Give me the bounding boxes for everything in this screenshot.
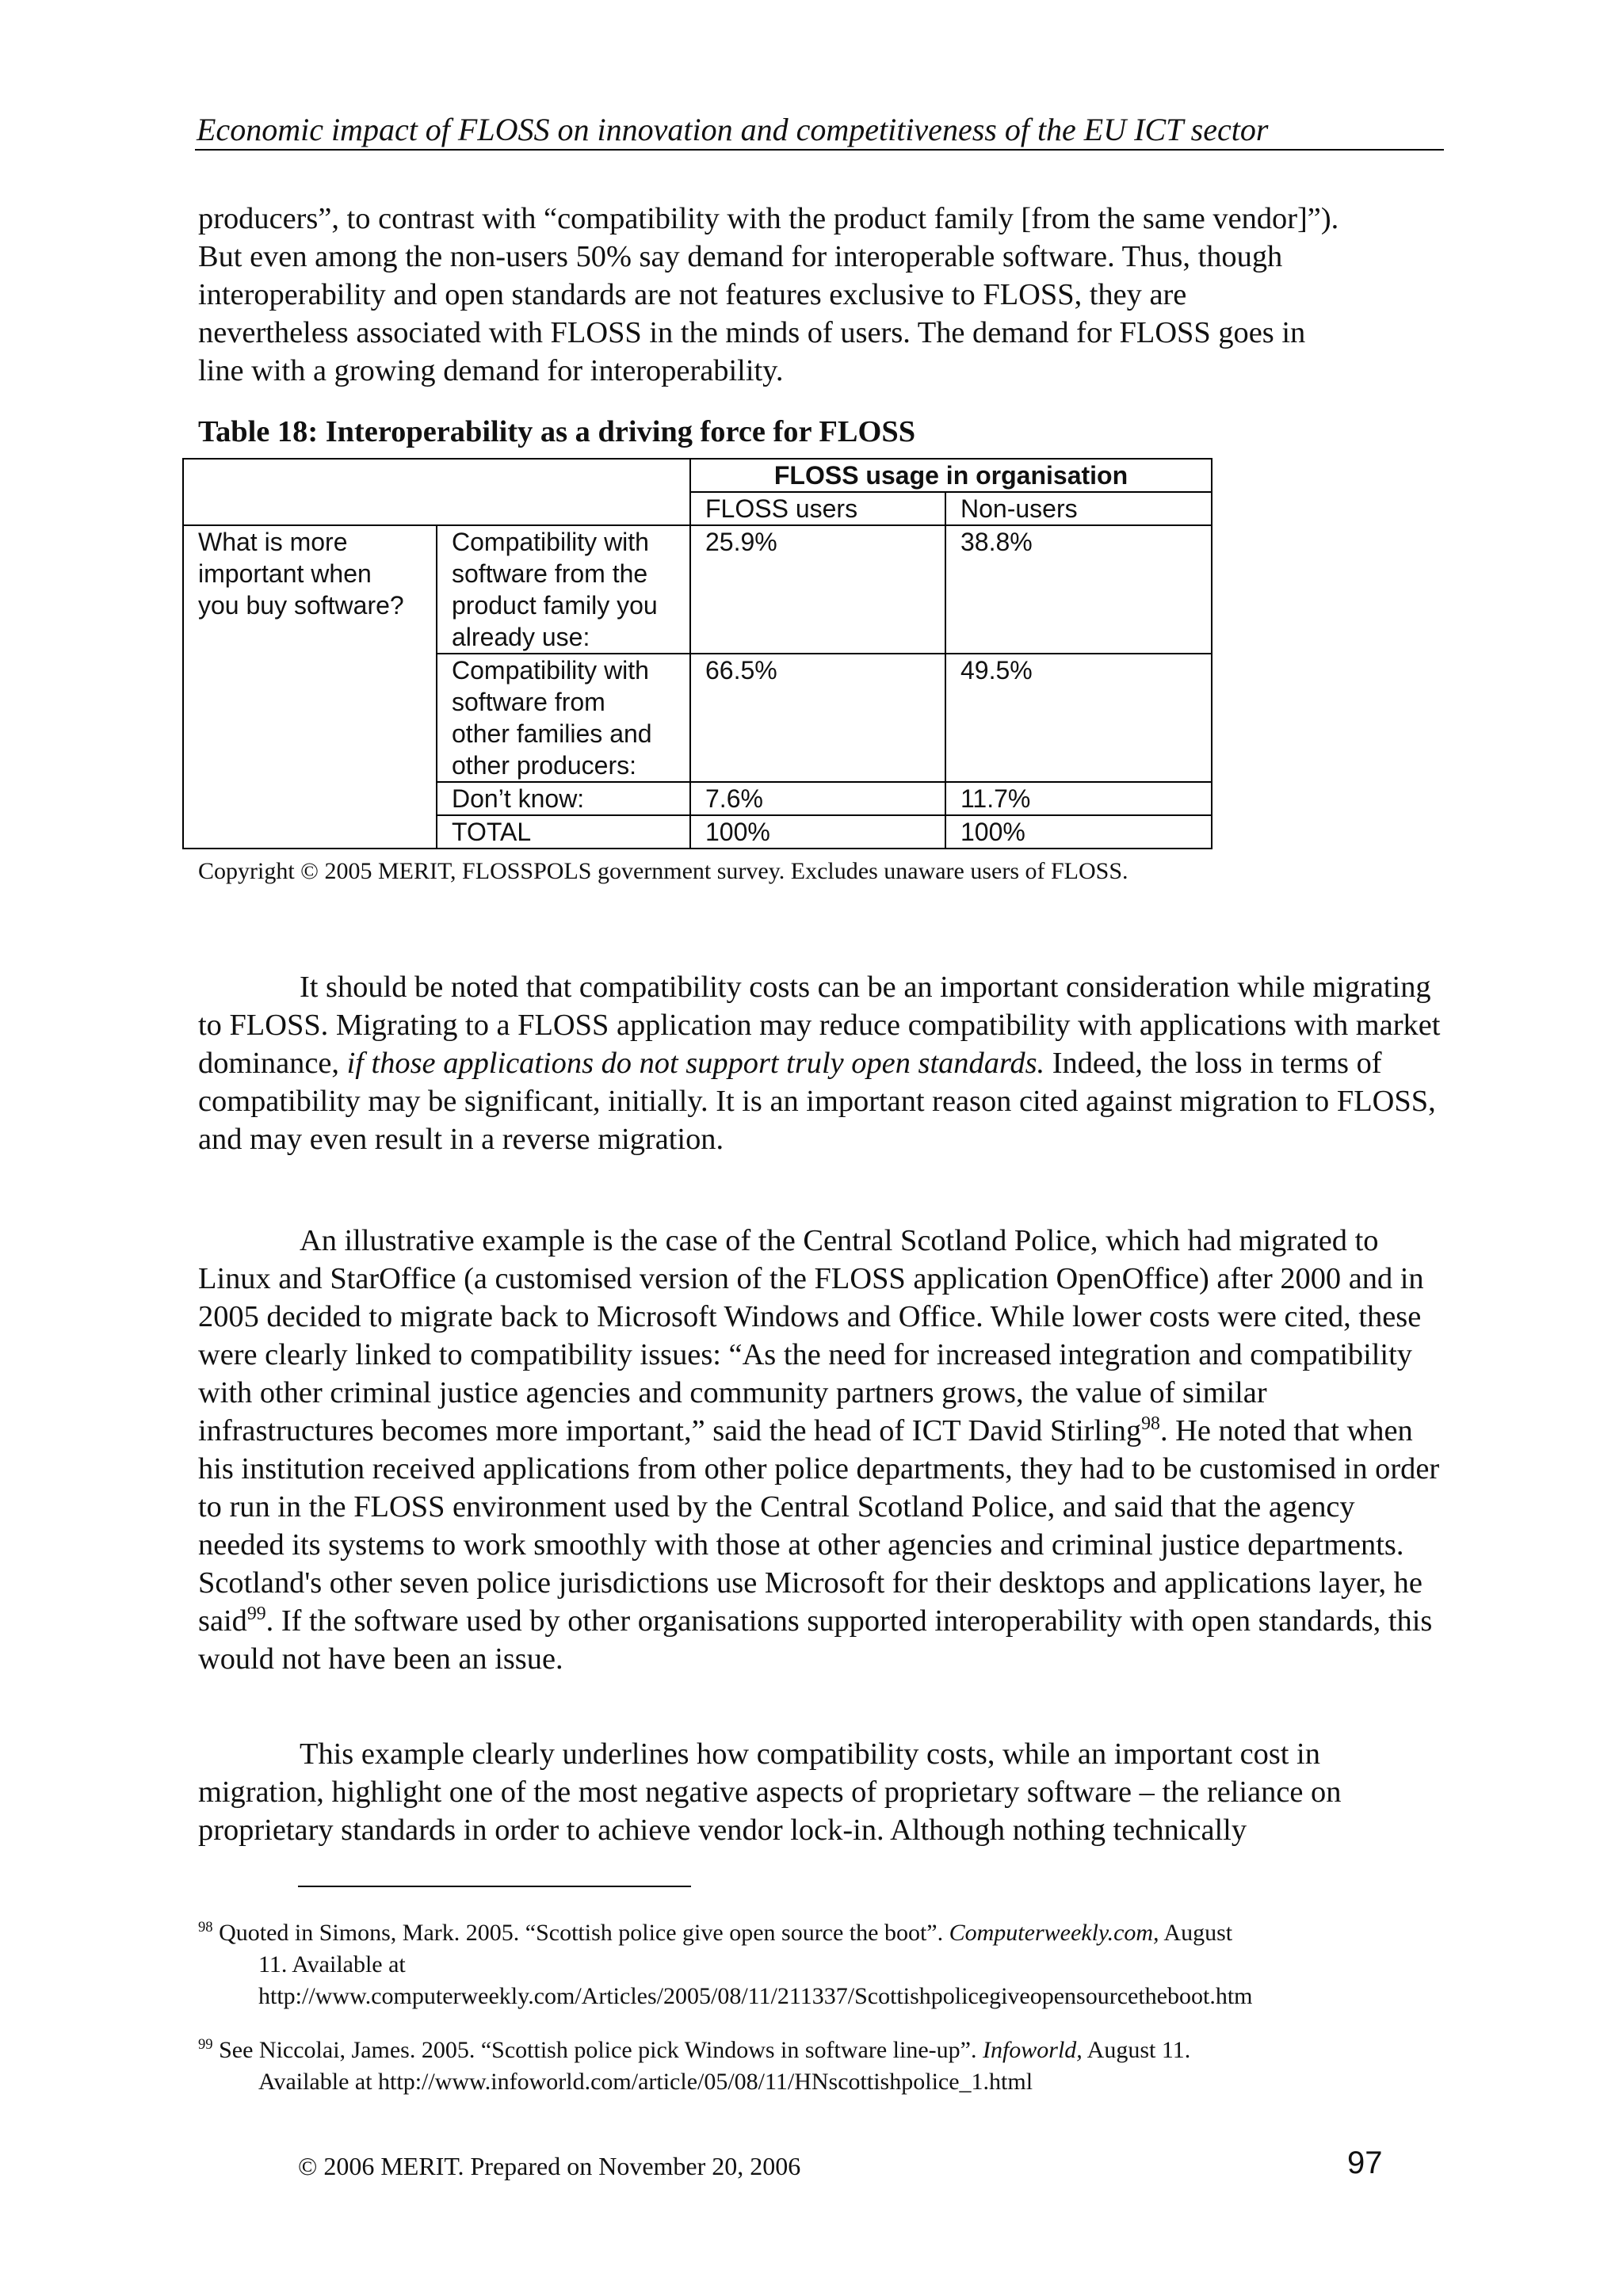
footnote-99 (198, 2035, 1450, 2098)
row-group-label-cell (183, 525, 437, 782)
footer-copyright: © 2006 MERIT. Prepared on November 20, 2006 (298, 2152, 801, 2180)
group-header-cell: FLOSS usage in organisation (690, 459, 1212, 492)
empty-group-cell (183, 782, 437, 815)
italic-run: Infoworld, (982, 2037, 1083, 2063)
italic-run: if those applications do not support truly open standards. (346, 1047, 1045, 1080)
intro-paragraph (198, 200, 1445, 390)
row-label-line: other producers: (452, 751, 637, 780)
row-label-line: already use: (452, 623, 590, 651)
non-users-value: 100% (945, 815, 1212, 849)
col-header-floss-users: FLOSS users (690, 492, 945, 525)
body-paragraph-1 (198, 968, 1445, 1158)
text-run: August 11. (1082, 2037, 1191, 2063)
table-header-row (183, 459, 1212, 492)
floss-users-value: 100% (690, 815, 945, 849)
body-paragraph-3: This example clearly underlines how compatibility costs, while an important cost in migration, highlight one of the most negative aspects of proprietary software – the reliance on proprietary standards in order to achieve vendor lock-in. Although nothing technically (198, 1737, 1342, 1847)
table-row (183, 815, 1212, 849)
row-label-line: other families and (452, 719, 652, 748)
row-label-line: product family you (452, 591, 658, 620)
running-header: Economic impact of FLOSS on innovation and competitiveness of the EU ICT sector (197, 112, 1269, 147)
italic-run: Computerweekly.com, (949, 1920, 1159, 1946)
row-group-label-line: What is more (198, 528, 348, 556)
non-users-value: 49.5% (945, 654, 1212, 782)
footnote-line (198, 1917, 1450, 1949)
footnote-ref-98[interactable]: 98 (1141, 1413, 1160, 1435)
empty-group-cell (183, 815, 437, 849)
footnote-98 (198, 1917, 1450, 2012)
row-label-line: Compatibility with (452, 528, 649, 556)
row-label-cell (437, 525, 690, 654)
footnote-number: 98 (198, 1919, 213, 1936)
footnote-ref-99[interactable]: 99 (246, 1604, 266, 1625)
intro-line: producers”, to contrast with “compatibility with the product family [from the same vendor]”). (198, 202, 1339, 235)
text-run: Quoted in Simons, Mark. 2005. “Scottish police give open source the boot”. (212, 1920, 949, 1946)
row-label-cell (437, 654, 690, 782)
text-run: Indeed, the loss in terms of compatibility may be significant, initially. It is an important reason cited against migration to FLOSS, and may even result in a reverse migration. (198, 1047, 1436, 1156)
table-row (183, 782, 1212, 815)
non-users-value: 38.8% (945, 525, 1212, 654)
row-label-line: software from the (452, 559, 648, 588)
body-paragraph-2 (198, 1222, 1445, 1678)
floss-users-value: 7.6% (690, 782, 945, 815)
intro-line: interoperability and open standards are not features exclusive to FLOSS, they are (198, 278, 1187, 311)
text-run: It should be noted that compatibility costs can be an important consideration while migrating to FLOSS. Migrating to a FLOSS application may reduce compatibility with applications with market dominance, (198, 971, 1441, 1080)
intro-line: line with a growing demand for interoperability. (198, 354, 784, 387)
page-number: 97 (1347, 2145, 1383, 2180)
text-run: . If the software used by other organisations supported interoperability with open standards, this would not have been an issue. (198, 1604, 1433, 1676)
row-label-line: Compatibility with (452, 656, 649, 685)
row-label-cell: TOTAL (437, 815, 690, 849)
interoperability-table (182, 458, 1212, 849)
row-label-cell: Don’t know: (437, 782, 690, 815)
table-source-note: Copyright © 2005 MERIT, FLOSSPOLS government survey. Excludes unaware users of FLOSS. (198, 858, 1128, 884)
non-users-value: 11.7% (945, 782, 1212, 815)
footnote-line (198, 2035, 1450, 2066)
text-run: An illustrative example is the case of the Central Scotland Police, which had migrated to Linux and StarOffice (a customised version of the FLOSS application OpenOffice) after 2000 and in 2005 decided to migrate back to Microsoft Windows and Office. While lower costs were cited, these were clearly linked to compatibility issues: “As the need for increased integration and compatibility with other criminal justice agencies and community partners grows, the value of similar infrastructures becomes more important,” said the head of ICT David Stirling (198, 1224, 1424, 1447)
row-group-label-line: important when (198, 559, 372, 588)
footnote-rule (298, 1886, 691, 1887)
table-row (183, 525, 1212, 654)
row-group-label-line: you buy software? (198, 591, 404, 620)
footnote-url[interactable]: http://www.computerweekly.com/Articles/2005/08/11/211337/Scottishpolicegiveopensourcetheboot.htm (258, 1983, 1253, 2009)
text-run: . He noted that when his institution received applications from other police departments, they had to be customised in order to run in the FLOSS environment used by the Central Scotland Police, and said that the agency needed its systems to work smoothly with those at other agencies and criminal justice departments. Scotland's other seven police jurisdictions use Microsoft for their desktops and applications layer, he said (198, 1414, 1440, 1638)
footnote-number: 99 (198, 2036, 213, 2053)
text-run: August (1159, 1920, 1233, 1946)
empty-corner-cell (183, 459, 690, 525)
intro-line: nevertheless associated with FLOSS in the minds of users. The demand for FLOSS goes in (198, 316, 1306, 349)
floss-users-value: 25.9% (690, 525, 945, 654)
col-header-non-users: Non-users (945, 492, 1212, 525)
header-rule (195, 149, 1444, 151)
floss-users-value: 66.5% (690, 654, 945, 782)
row-label-line: software from (452, 688, 605, 716)
intro-line: But even among the non-users 50% say demand for interoperable software. Thus, though (198, 240, 1283, 273)
table-caption: Table 18: Interoperability as a driving force for FLOSS (198, 415, 916, 448)
footnote-url[interactable]: Available at http://www.infoworld.com/article/05/08/11/HNscottishpolice_1.html (258, 2069, 1033, 2095)
text-run: See Niccolai, James. 2005. “Scottish police pick Windows in software line-up”. (212, 2037, 983, 2063)
footnote-line: 11. Available at (258, 1951, 406, 1978)
